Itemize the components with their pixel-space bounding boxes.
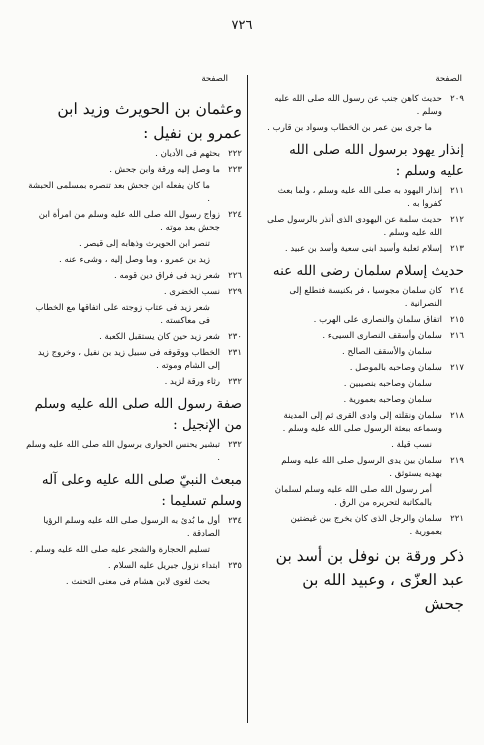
entry-text: كان سلمان مجوسيا ، فر بكنيسة فتطلع إلى النصرانية . bbox=[289, 286, 442, 309]
page-ref-number: ٢١٥ bbox=[450, 315, 464, 325]
entry-text: زواج رسول الله صلى الله عليه وسلم من امرأة ابن جحش بعد موته . bbox=[38, 210, 220, 233]
toc-entry bbox=[262, 513, 464, 539]
toc-entry bbox=[24, 544, 242, 557]
toc-entry bbox=[262, 330, 464, 343]
section-heading: وعثمان بن الحويرث وزيد ابن عمرو بن نفيل : bbox=[57, 100, 242, 142]
toc-entry bbox=[262, 93, 464, 119]
toc-entry bbox=[262, 243, 464, 256]
left-column bbox=[24, 92, 242, 592]
section-heading: حديث إسلام سلمان رضى الله عنه bbox=[272, 263, 464, 279]
entry-text: تسليم الحجارة والشجر عليه صلى الله عليه وسلم . bbox=[29, 545, 210, 555]
section-heading: صفة رسول الله صلى الله عليه وسلم من الإنجيل : bbox=[34, 396, 242, 433]
toc-entry bbox=[262, 314, 464, 327]
entry-text: سلمان والرجل الذى كان يخرج بين غيضتين بعمورية . bbox=[290, 514, 442, 537]
right-column bbox=[262, 92, 464, 619]
entry-text: شعر زيد حين كان يستقبل الكعبة . bbox=[99, 332, 220, 342]
page-ref-number: ٢١٧ bbox=[450, 363, 464, 373]
entry-text: أول ما بُدئ به الرسول صلى الله عليه وسلم الرؤيا الصادقة . bbox=[43, 516, 220, 539]
page-ref-number: ٢١٦ bbox=[450, 331, 464, 341]
page-ref-number: ٢١٨ bbox=[450, 411, 464, 421]
toc-entry bbox=[262, 455, 464, 481]
toc-entry bbox=[24, 439, 242, 465]
entry-text: حديث سلمة عن اليهودى الذى أنذر بالرسول صلى الله عليه وسلم . bbox=[267, 215, 442, 238]
page-ref-number: ٢٣٢ bbox=[228, 440, 242, 450]
entry-text: سلمان ونقلته إلى وادى القرى ثم إلى المدينة وسماعه ببعثة الرسول صلى الله عليه وسلم . bbox=[282, 411, 442, 434]
toc-entry bbox=[24, 270, 242, 283]
toc-entry bbox=[24, 209, 242, 235]
section-heading: إنذار يهود برسول الله صلى الله عليه وسلم : bbox=[289, 142, 464, 179]
page-ref-number: ٢١١ bbox=[450, 186, 464, 196]
page-ref-number: ٢٢٣ bbox=[228, 165, 242, 175]
page-ref-number: ٢٢٢ bbox=[228, 149, 242, 159]
toc-entry bbox=[24, 515, 242, 541]
entry-text: إسلام ثعلبة وأسيد ابنى سعية وأسد بن عبيد . bbox=[284, 244, 442, 254]
toc-entry bbox=[262, 484, 464, 510]
toc-entry bbox=[24, 286, 242, 299]
entry-text: سلمان بين يدى الرسول صلى الله عليه وسلم بهديه يستوثق . bbox=[281, 456, 442, 479]
toc-entry bbox=[24, 376, 242, 389]
page-ref-number: ٢٣٢ bbox=[228, 377, 242, 387]
right-column-label: الصفحة bbox=[435, 74, 462, 84]
entry-text: شعر زيد فى عتاب زوجته على اتفاقها مع الخطاب فى معاكسته . bbox=[35, 303, 210, 326]
toc-entry bbox=[24, 180, 242, 206]
entry-text: ما وصل إليه ورقة وابن جحش . bbox=[109, 165, 220, 175]
entry-text: نسب قيلة . bbox=[391, 440, 432, 450]
page-ref-number: ٢٢١ bbox=[450, 514, 464, 524]
page-ref-number: ٢١٤ bbox=[450, 286, 464, 296]
entry-text: نسب الخضرى . bbox=[163, 287, 220, 297]
page-ref-number: ٢١٢ bbox=[450, 215, 464, 225]
toc-entry bbox=[262, 362, 464, 375]
toc-entry bbox=[24, 302, 242, 328]
toc-entry bbox=[24, 347, 242, 373]
entry-text: اتفاق سلمان والنصارى على الهرب . bbox=[313, 315, 442, 325]
entry-text: رثاء ورقة لزيد . bbox=[164, 377, 220, 387]
entry-text: ابتداء نزول جبريل عليه السلام . bbox=[107, 561, 220, 571]
section-heading: مبعث النبيّ صلى الله عليه وعلى آله وسلم تسليما : bbox=[41, 472, 242, 509]
page-ref-number: ٢٠٩ bbox=[450, 94, 464, 104]
entry-text: سلمان وصاحبه بعمورية . bbox=[343, 395, 432, 405]
page-ref-number: ٢٢٤ bbox=[228, 210, 242, 220]
toc-entry bbox=[262, 394, 464, 407]
entry-text: زيد بن عمرو ، وما وصل إليه ، وشىء عنه . bbox=[59, 255, 210, 265]
toc-entry bbox=[262, 378, 464, 391]
page-ref-number: ٢١٩ bbox=[450, 456, 464, 466]
toc-entry bbox=[262, 346, 464, 359]
entry-text: سلمان وصاحبه بالموصل . bbox=[349, 363, 442, 373]
page-ref-number: ٢٣٥ bbox=[228, 561, 242, 571]
page-ref-number: ٢٣١ bbox=[228, 348, 242, 358]
entry-text: الخطاب ووقوفه فى سبيل زيد بن نفيل ، وخروج زيد إلى الشام وموته . bbox=[37, 348, 220, 371]
section-heading: ذكر ورقة بن نوفل بن أسد بن عبد العزّى ، وعبيد الله بن جحش bbox=[275, 547, 464, 613]
entry-text: ما كان يفعله ابن جحش بعد تنصره بمسلمى الحبشة . bbox=[28, 181, 210, 204]
toc-entry bbox=[24, 254, 242, 267]
toc-entry bbox=[24, 331, 242, 344]
page-number: ٧٢٦ bbox=[231, 18, 253, 33]
left-column-label: الصفحة bbox=[201, 74, 228, 84]
toc-entry bbox=[24, 560, 242, 573]
page-ref-number: ٢٢٩ bbox=[228, 287, 242, 297]
toc-entry bbox=[262, 122, 464, 135]
page-ref-number: ٢٣٤ bbox=[228, 516, 242, 526]
entry-text: سلمان والأسقف الصالح . bbox=[342, 347, 432, 357]
page-ref-number: ٢٢٦ bbox=[228, 271, 242, 281]
toc-entry bbox=[24, 576, 242, 589]
entry-text: سلمان وأسقف النصارى السيىء . bbox=[322, 331, 442, 341]
toc-entry bbox=[262, 410, 464, 436]
toc-entry bbox=[262, 285, 464, 311]
toc-entry bbox=[24, 164, 242, 177]
page-ref-number: ٢٣٠ bbox=[228, 332, 242, 342]
toc-entry bbox=[262, 439, 464, 452]
page-ref-number: ٢١٣ bbox=[450, 244, 464, 254]
entry-text: سلمان وصاحبه بنصيبين . bbox=[343, 379, 432, 389]
entry-text: أمر رسول الله صلى الله عليه وسلم لسلمان بالمكاتبة لتحريره من الرق . bbox=[274, 485, 432, 508]
toc-entry bbox=[24, 238, 242, 251]
entry-text: بحثهم فى الأديان . bbox=[155, 149, 220, 159]
entry-text: إنذار اليهود به صلى الله عليه وسلم ، ولما بعث كفروا به . bbox=[277, 186, 442, 209]
entry-text: تبشير يحنس الحوارى برسول الله صلى الله عليه وسلم . bbox=[26, 440, 220, 463]
toc-entry bbox=[262, 214, 464, 240]
toc-entry bbox=[262, 185, 464, 211]
entry-text: شعر زيد فى فراق دين قومه . bbox=[114, 271, 220, 281]
entry-text: حديث كاهن جنب عن رسول الله صلى الله عليه وسلم . bbox=[274, 94, 442, 117]
entry-text: بحث لغوى لابن هشام فى معنى التحنث . bbox=[65, 577, 210, 587]
entry-text: ما جرى بين عمر بن الخطاب وسواد بن قارب . bbox=[267, 123, 432, 133]
entry-text: تنصر ابن الحويرث وذهابه إلى قيصر . bbox=[78, 239, 210, 249]
toc-entry bbox=[24, 148, 242, 161]
column-divider bbox=[247, 75, 248, 723]
